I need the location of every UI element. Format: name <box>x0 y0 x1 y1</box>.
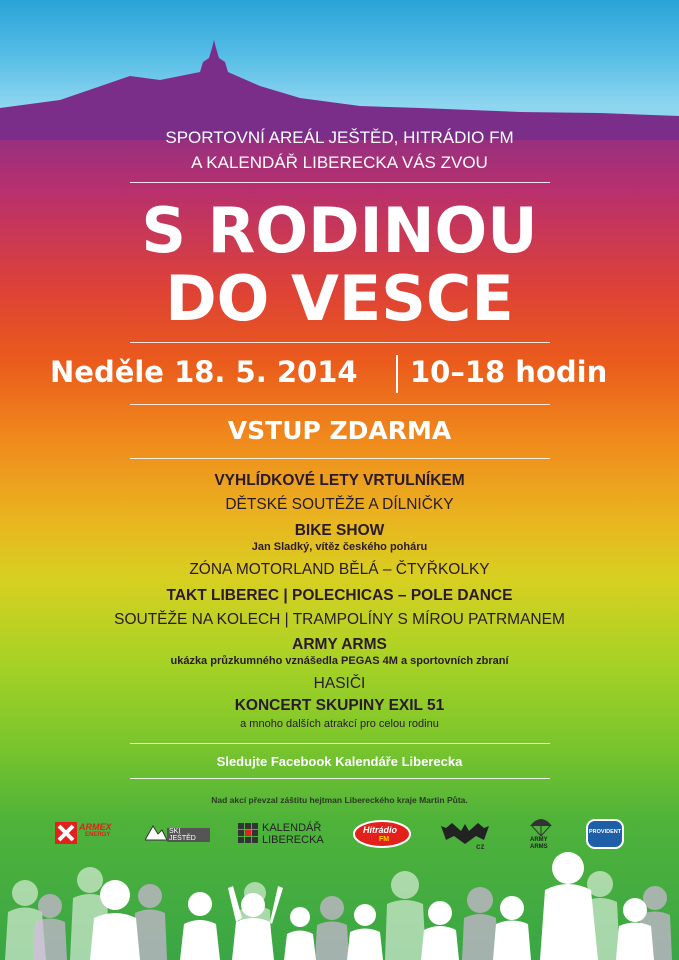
event-hours: 10–18 hodin <box>410 355 608 389</box>
program-item: BIKE SHOW <box>294 522 385 539</box>
program-item: ARMY ARMS <box>292 636 387 653</box>
program-item-subtitle: a mnoho dalších atrakcí pro celou rodinu <box>240 718 439 730</box>
patronage-note: Nad akcí převzal záštitu hejtman Libereckého kraje Martin Půta. <box>211 795 468 805</box>
army-arms-logo: ARMY ARMS <box>520 814 562 854</box>
event-date: Neděle 18. 5. 2014 <box>50 355 358 389</box>
program-item: TAKT LIBEREC | POLECHICAS – POLE DANCE <box>166 587 513 604</box>
hitradio-fm-logo: Hitrádio FM <box>353 814 413 854</box>
event-title-line-2: DO VESCE <box>165 262 514 335</box>
program-item: VYHLÍDKOVÉ LETY VRTULNÍKEM <box>214 472 465 489</box>
program-item: KONCERT SKUPINY EXIL 51 <box>234 697 445 714</box>
program-item: DĚTSKÉ SOUTĚŽE A DÍLNIČKY <box>225 496 454 513</box>
event-title-line-1: S RODINOU <box>141 194 538 267</box>
program-item: SOUTĚŽE NA KOLECH | TRAMPOLÍNY S MÍROU PATRMANEM <box>114 611 565 628</box>
invitation-line-2: A KALENDÁŘ LIBERECKA VÁS ZVOU <box>191 153 488 172</box>
facebook-call-to-action: Sledujte Facebook Kalendáře Liberecka <box>216 754 463 769</box>
ski-jested-logo: SKI JEŠTĚD <box>145 814 210 854</box>
free-entry-label: VSTUP ZDARMA <box>227 416 452 445</box>
program-item-subtitle: ukázka průzkumného vznášedla PEGAS 4M a sportovních zbraní <box>170 655 509 667</box>
provident-logo: PROVIDENT <box>586 814 626 854</box>
program-item: HASIČI <box>313 675 366 692</box>
program-item: ZÓNA MOTORLAND BĚLÁ – ČTYŘKOLKY <box>189 561 490 578</box>
bat-logo: cz <box>440 814 492 854</box>
program-item-subtitle: Jan Sladký, vítěz českého poháru <box>251 541 428 553</box>
invitation-line-1: SPORTOVNÍ AREÁL JEŠTĚD, HITRÁDIO FM <box>165 128 514 147</box>
kalendar-liberecka-logo: KALENDÁŘ LIBERECKA <box>238 814 328 854</box>
armex-energy-logo: ARMEX ENERGY <box>55 814 117 854</box>
